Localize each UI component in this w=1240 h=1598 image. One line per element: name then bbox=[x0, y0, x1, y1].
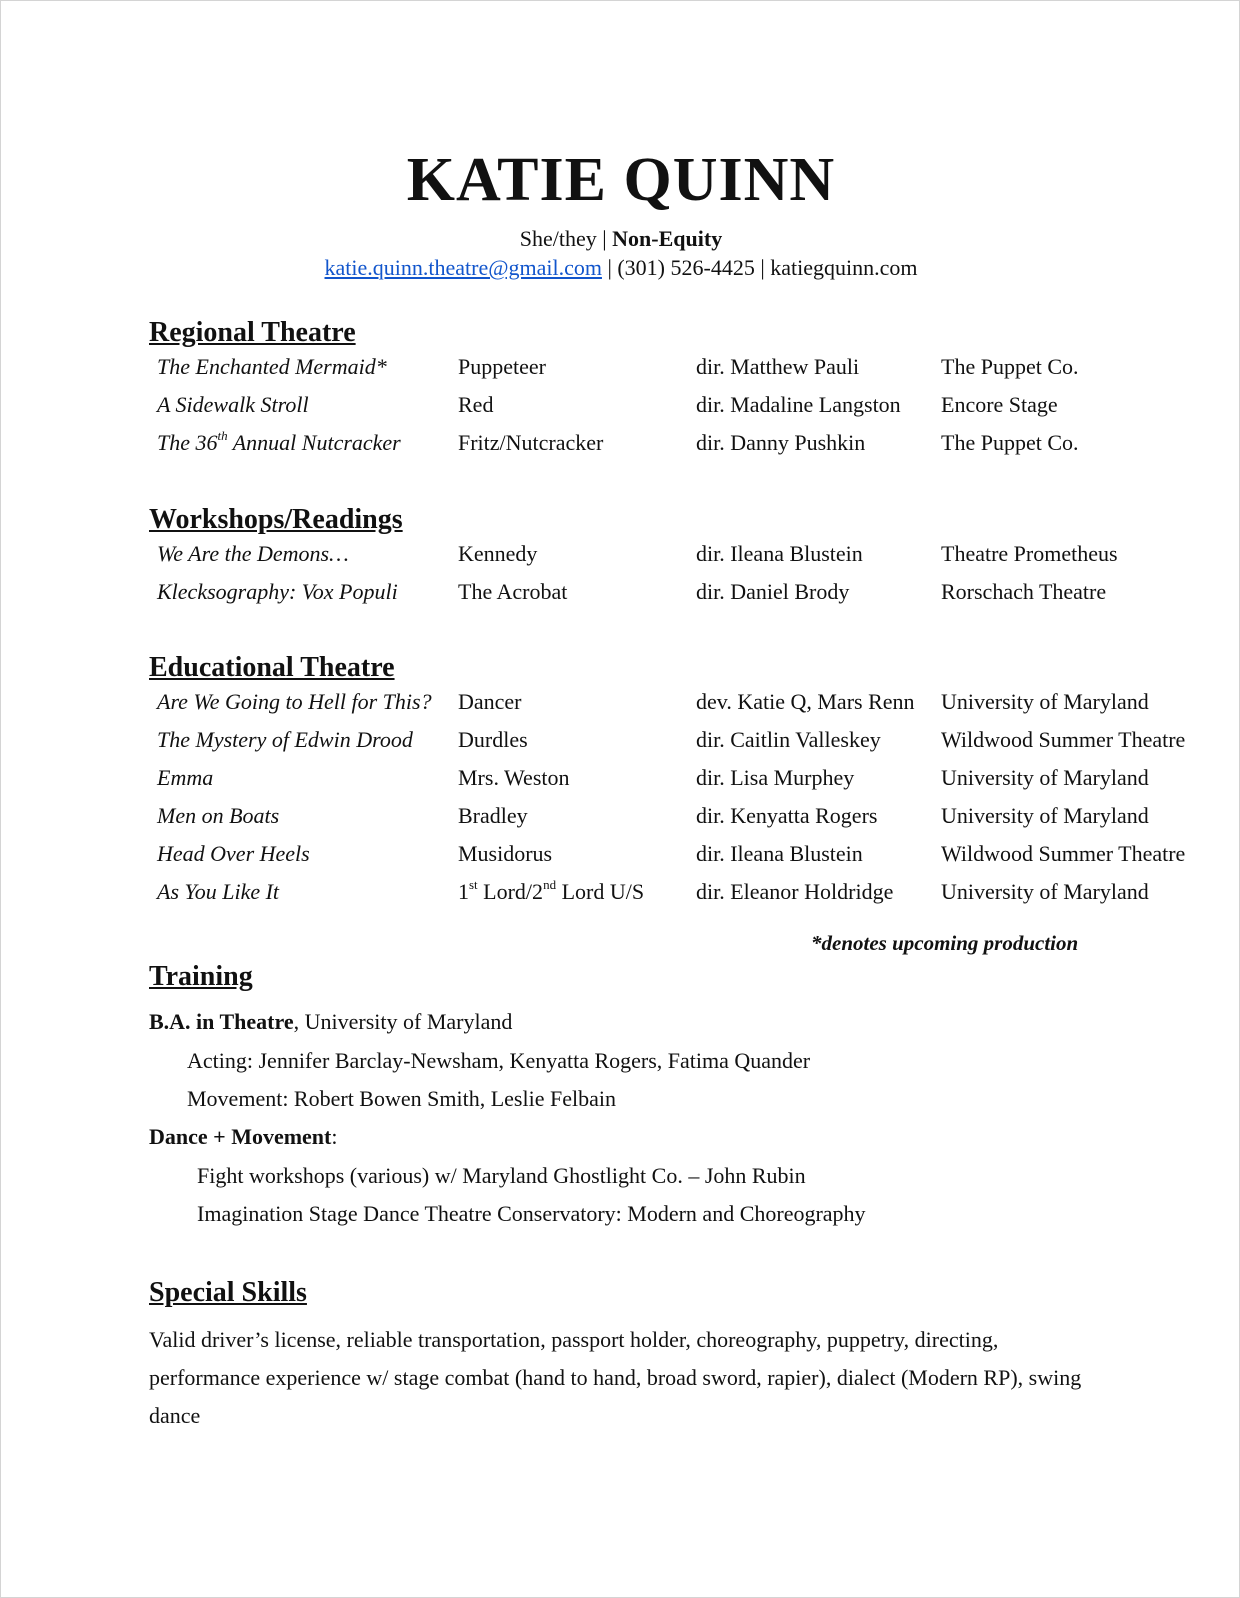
credit-role: Musidorus bbox=[458, 841, 553, 866]
degree: B.A. in Theatre bbox=[149, 1009, 294, 1034]
credit-role: Mrs. Weston bbox=[458, 765, 570, 790]
credit-company: The Puppet Co. bbox=[941, 430, 1079, 455]
title-sup: th bbox=[217, 428, 228, 443]
dance-colon: : bbox=[331, 1124, 338, 1149]
dance-heading: Dance + Movement bbox=[149, 1124, 332, 1149]
section-heading-skills: Special Skills bbox=[149, 1277, 307, 1308]
credit-director: dir. Ileana Blustein bbox=[696, 541, 863, 566]
section-heading-workshops: Workshops/Readings bbox=[149, 504, 403, 535]
credit-director: dir. Eleanor Holdridge bbox=[696, 879, 894, 904]
role-sup: st bbox=[469, 877, 478, 892]
credit-title: Head Over Heels bbox=[157, 841, 310, 866]
credit-row bbox=[1, 430, 1240, 460]
title-part: Annual Nutcracker bbox=[227, 430, 401, 455]
contact-line bbox=[1, 255, 1240, 281]
credit-row bbox=[1, 879, 1240, 909]
credit-title: The Enchanted Mermaid* bbox=[157, 354, 387, 379]
credit-row bbox=[1, 541, 1240, 571]
credit-title: Men on Boats bbox=[157, 803, 280, 828]
role-sup: nd bbox=[543, 877, 557, 892]
credit-director: dir. Kenyatta Rogers bbox=[696, 803, 878, 828]
credit-title: We Are the Demons… bbox=[157, 541, 349, 566]
credit-company: University of Maryland bbox=[941, 765, 1149, 790]
credit-director: dir. Matthew Pauli bbox=[696, 354, 860, 379]
credit-role: Puppeteer bbox=[458, 354, 546, 379]
section-heading-educational: Educational Theatre bbox=[149, 652, 395, 683]
credit-company: Theatre Prometheus bbox=[941, 541, 1118, 566]
credit-director: dev. Katie Q, Mars Renn bbox=[696, 689, 915, 714]
credit-company: University of Maryland bbox=[941, 803, 1149, 828]
pronouns-line bbox=[1, 226, 1240, 252]
credit-director: dir. Daniel Brody bbox=[696, 579, 850, 604]
credit-role bbox=[458, 879, 644, 905]
credit-director: dir. Danny Pushkin bbox=[696, 430, 866, 455]
upcoming-note: *denotes upcoming production bbox=[811, 931, 1079, 955]
credit-row bbox=[1, 392, 1240, 422]
credit-role: The Acrobat bbox=[458, 579, 568, 604]
credit-company: University of Maryland bbox=[941, 689, 1149, 714]
credit-company: Encore Stage bbox=[941, 392, 1058, 417]
degree-school: , University of Maryland bbox=[293, 1009, 513, 1034]
union-status: Non-Equity bbox=[612, 226, 723, 251]
special-skills-text: Valid driver’s license, reliable transportation, passport holder, choreography, puppetry, directing, performance experience w/ stage combat (hand to hand, broad sword, rapier), dialect (Modern RP), swing dance bbox=[149, 1327, 1082, 1428]
acting-teachers: Acting: Jennifer Barclay-Newsham, Kenyatta Rogers, Fatima Quander bbox=[187, 1048, 811, 1073]
pronouns: She/they bbox=[519, 226, 597, 251]
credit-title: A Sidewalk Stroll bbox=[157, 392, 309, 417]
credit-title bbox=[157, 430, 401, 456]
credit-row bbox=[1, 689, 1240, 719]
credit-title: Are We Going to Hell for This? bbox=[157, 689, 432, 714]
credit-role: Fritz/Nutcracker bbox=[458, 430, 604, 455]
credit-role: Kennedy bbox=[458, 541, 538, 566]
credit-role: Dancer bbox=[458, 689, 522, 714]
role-part: Lord U/S bbox=[556, 879, 645, 904]
credit-title: Emma bbox=[157, 765, 214, 790]
resume-name: KATIE QUINN bbox=[406, 146, 836, 214]
movement-teachers: Movement: Robert Bowen Smith, Leslie Felbain bbox=[187, 1086, 616, 1111]
credit-role: Red bbox=[458, 392, 494, 417]
dance-item: Imagination Stage Dance Theatre Conservatory: Modern and Choreography bbox=[197, 1201, 866, 1226]
role-part: 1 bbox=[458, 879, 469, 904]
credit-company: Wildwood Summer Theatre bbox=[941, 841, 1186, 866]
dance-heading-line bbox=[149, 1124, 338, 1150]
credit-company: Wildwood Summer Theatre bbox=[941, 727, 1186, 752]
separator: | bbox=[596, 226, 613, 251]
credit-role: Bradley bbox=[458, 803, 528, 828]
credit-director: dir. Caitlin Valleskey bbox=[696, 727, 881, 752]
contact-details: | (301) 526-4425 | katiegquinn.com bbox=[601, 255, 918, 280]
credit-row bbox=[1, 354, 1240, 384]
role-part: Lord/2 bbox=[477, 879, 544, 904]
credit-company: University of Maryland bbox=[941, 879, 1149, 904]
credit-role: Durdles bbox=[458, 727, 528, 752]
email-link[interactable]: katie.quinn.theatre@gmail.com bbox=[324, 255, 602, 280]
credit-row bbox=[1, 765, 1240, 795]
dance-item: Fight workshops (various) w/ Maryland Ghostlight Co. – John Rubin bbox=[197, 1163, 806, 1188]
credit-company: The Puppet Co. bbox=[941, 354, 1079, 379]
credit-row bbox=[1, 579, 1240, 609]
credit-director: dir. Ileana Blustein bbox=[696, 841, 863, 866]
credit-title: The Mystery of Edwin Drood bbox=[157, 727, 413, 752]
credit-row bbox=[1, 727, 1240, 757]
credit-company: Rorschach Theatre bbox=[941, 579, 1107, 604]
credit-title: Klecksography: Vox Populi bbox=[157, 579, 398, 604]
title-part: The 36 bbox=[157, 430, 218, 455]
credit-row bbox=[1, 841, 1240, 871]
credit-director: dir. Lisa Murphey bbox=[696, 765, 855, 790]
section-heading-regional: Regional Theatre bbox=[149, 317, 356, 348]
degree-line bbox=[149, 1009, 512, 1035]
credit-director: dir. Madaline Langston bbox=[696, 392, 901, 417]
credit-row bbox=[1, 803, 1240, 833]
section-heading-training: Training bbox=[149, 961, 253, 992]
credit-title: As You Like It bbox=[157, 879, 280, 904]
